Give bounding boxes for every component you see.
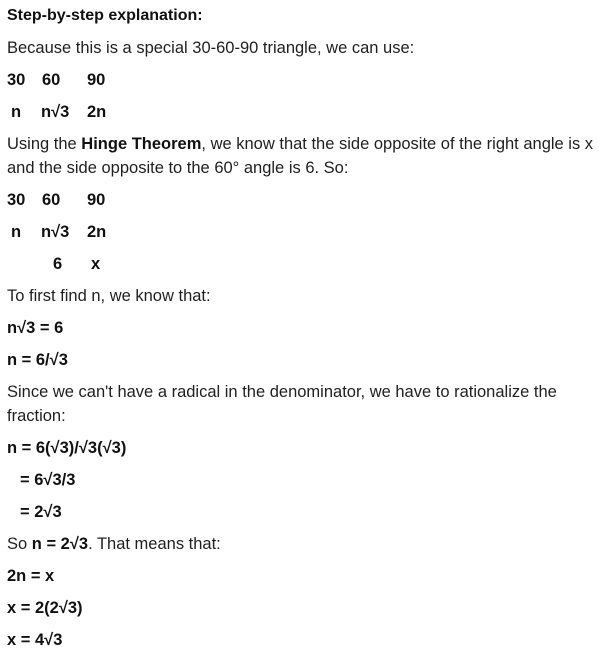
angle-row-2 xyxy=(7,188,603,212)
so-text-end: . That means that: xyxy=(88,535,221,553)
equation-simplify-2: = 2√3 xyxy=(20,503,62,521)
side-row-2 xyxy=(7,220,603,244)
equation-rationalize: n = 6(√3)/√3(√3) xyxy=(7,439,127,457)
angle-60: 60 xyxy=(42,191,61,209)
equation-n-fraction: n = 6/√3 xyxy=(7,351,68,369)
angle-60: 60 xyxy=(42,71,61,89)
side-n: n xyxy=(11,103,22,121)
equation-simplify-1: = 6√3/3 xyxy=(20,471,76,489)
so-text-start: So xyxy=(7,535,32,553)
side-n-root-3: n√3 xyxy=(41,103,70,121)
equation-final-x: x = 4√3 xyxy=(7,631,63,649)
angle-30: 30 xyxy=(7,191,26,209)
side-2n: 2n xyxy=(87,103,107,121)
side-2n: 2n xyxy=(87,223,107,241)
explanation-heading: Step-by-step explanation: xyxy=(7,7,203,24)
side-n: n xyxy=(11,223,22,241)
value-row xyxy=(7,252,603,276)
equation-n-root-3: n√3 = 6 xyxy=(7,319,64,337)
find-n-text: To first find n, we know that: xyxy=(7,287,211,305)
hinge-theorem-term: Hinge Theorem xyxy=(81,135,202,153)
equation-2n-x: 2n = x xyxy=(7,567,55,585)
hinge-text-end: , we know that the side opposite of the right angle is x and the side opposite to the 60° angle is 6. So: xyxy=(7,135,594,177)
angle-90: 90 xyxy=(87,191,106,209)
side-n-root-3: n√3 xyxy=(41,223,70,241)
value-6: 6 xyxy=(53,255,63,273)
hinge-text-start: Using the xyxy=(7,135,82,153)
equation-x-expanded: x = 2(2√3) xyxy=(7,599,83,617)
angle-90: 90 xyxy=(87,71,106,89)
n-value: n = 2√3 xyxy=(31,535,89,553)
side-row-1 xyxy=(7,100,603,124)
value-x: x xyxy=(91,255,101,273)
intro-text: Because this is a special 30-60-90 triangle, we can use: xyxy=(7,39,415,57)
angle-row-1 xyxy=(7,68,603,92)
angle-30: 30 xyxy=(7,71,26,89)
so-paragraph xyxy=(7,532,603,556)
hinge-theorem-paragraph xyxy=(7,132,603,180)
rationalize-text: Since we can't have a radical in the denominator, we have to rationalize the fraction: xyxy=(7,383,557,425)
